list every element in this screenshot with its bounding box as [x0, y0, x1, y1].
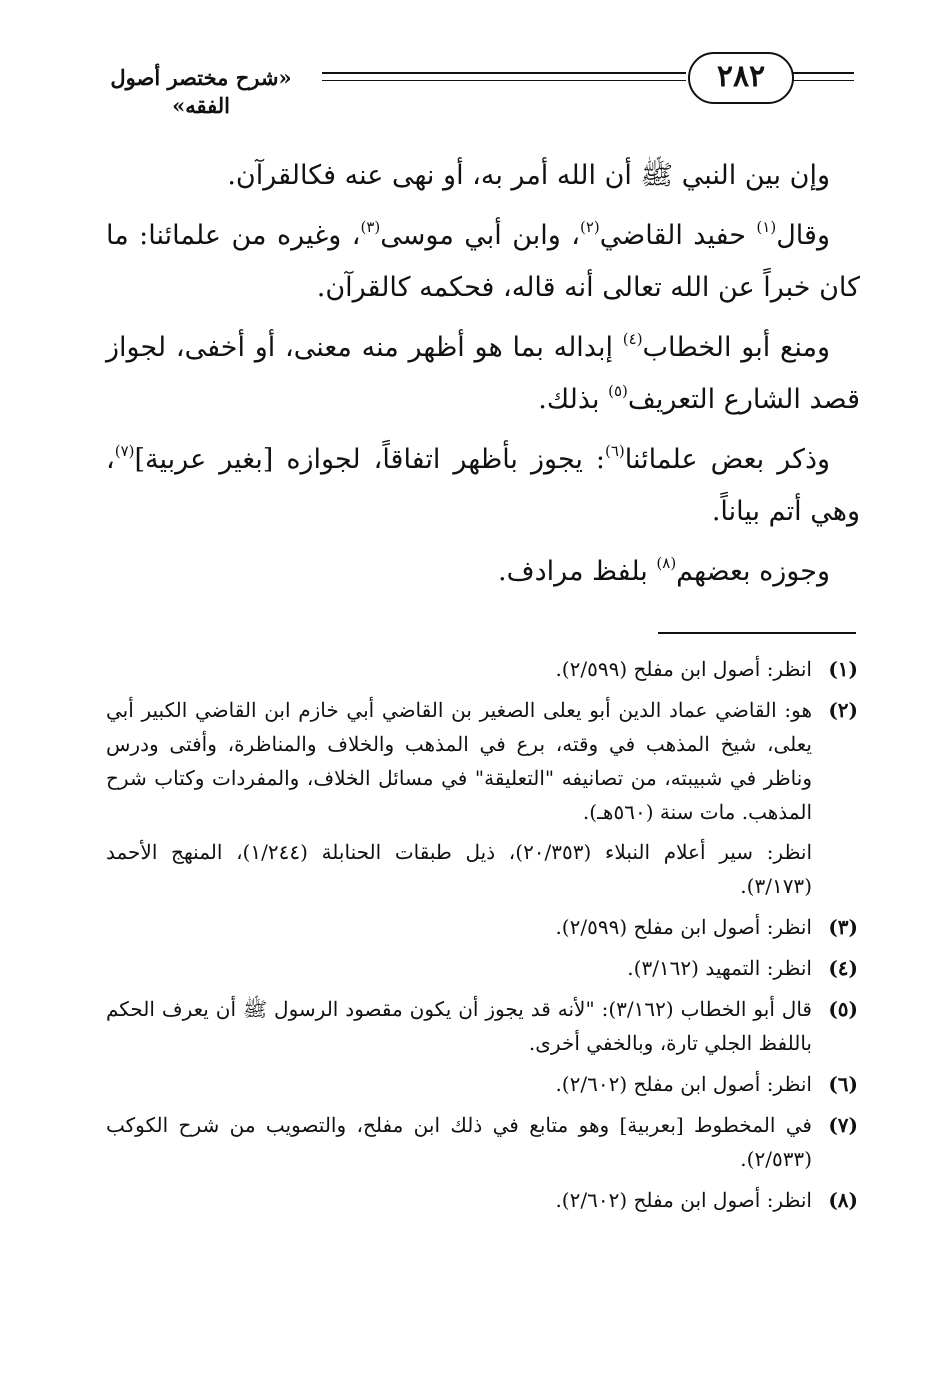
footnote-number: ( ٢ )	[812, 693, 858, 903]
footnote-5	[106, 992, 858, 1060]
footnote-8	[106, 1183, 858, 1217]
text-run: حفيد القاضي	[599, 220, 757, 251]
text-run: إبداله بما هو أظهر منه معنى، أو أخفى، لجواز قصد الشارع التعريف	[106, 332, 860, 415]
page-number: ٢٨٢	[688, 52, 794, 104]
footnote-paragraph: في المخطوط [بعربية] وهو متابع في ذلك ابن مفلح، والتصويب من شرح الكوكب (٢/٥٣٣).	[106, 1113, 812, 1171]
text-run: وقال	[776, 220, 830, 251]
footnote-text	[106, 951, 812, 985]
footnote-3	[106, 910, 858, 944]
footnote-separator	[658, 632, 856, 634]
footnote-number: ( ٨ )	[812, 1183, 858, 1217]
footnotes	[106, 652, 858, 1224]
footnote-6	[106, 1067, 858, 1101]
footnote-number: ( ١ )	[812, 652, 858, 686]
header-rule-right	[792, 72, 854, 74]
footnote-number: ( ٧ )	[812, 1108, 858, 1176]
header-rule-left-2	[322, 80, 686, 81]
main-text	[106, 150, 860, 606]
header-rule-right-2	[792, 80, 854, 81]
footnote-number: ( ٦ )	[812, 1067, 858, 1101]
header-rule-left	[322, 72, 686, 74]
text-run: بلفظ مرادف.	[498, 556, 657, 587]
footnote-number: ( ٤ )	[812, 951, 858, 985]
footnote-paragraph: انظر: أصول ابن مفلح (٢/٥٩٩).	[555, 657, 812, 681]
paragraph-5	[106, 546, 860, 598]
text-run: ومنع أبو الخطاب	[642, 332, 830, 363]
footnote-paragraph: انظر: التمهيد (٣/١٦٢).	[627, 956, 812, 980]
footnote-ref-8: ( $^٨$ )	[656, 554, 676, 572]
footnote-text	[106, 652, 812, 686]
paragraph-4	[106, 434, 860, 538]
footnote-ref-6: ( $^٦$ )	[605, 442, 625, 460]
footnote-ref-4: ( $^٤$ )	[623, 330, 643, 348]
footnote-paragraph-sources: انظر: سير أعلام النبلاء (٢٠/٣٥٣)، ذيل طبقات الحنابلة (١/٢٤٤)، المنهج الأحمد (٣/١٧٣).	[106, 840, 813, 898]
footnote-number: ( ٥ )	[812, 992, 858, 1060]
text-run: وذكر بعض علمائنا	[624, 444, 831, 475]
text-run: ، وابن أبي موسى	[380, 220, 580, 251]
footnote-ref-1: ( $^١$ )	[756, 218, 776, 236]
paragraph-2	[106, 210, 860, 314]
footnote-ref-2: ( $^٢$ )	[580, 218, 600, 236]
footnote-ref-3: ( $^٣$ )	[360, 218, 380, 236]
text-run: بذلك.	[538, 384, 609, 415]
footnote-2	[106, 693, 858, 903]
text-run: ، وغيره من علمائنا: ما كان خبراً عن الله تعالى أنه قاله، فحكمه كالقرآن.	[106, 220, 860, 303]
footnote-number: ( ٣ )	[812, 910, 858, 944]
text-run: : يجوز بأظهر اتفاقاً، لجوازه [بغير عربية]	[134, 444, 605, 475]
footnote-text	[106, 1067, 812, 1101]
footnote-7	[106, 1108, 858, 1176]
footnote-4	[106, 951, 858, 985]
footnote-paragraph: انظر: أصول ابن مفلح (٢/٥٩٩).	[555, 915, 812, 939]
footnote-paragraph: هو: القاضي عماد الدين أبو يعلى الصغير بن القاضي أبي خازم ابن القاضي الكبير أبي يعلى، شيخ المذهب في وقته، برع في المذهب والخلاف والمناظرة، وأفتى ودرس وناظر في شبيبته، من تصانيفه "التعليقة" في مسائل الخلاف، والمفردات وكتاب شرح المذهب. مات سنة (٥٦٠هـ).	[106, 698, 812, 824]
running-title: «شرح مختصر أصول الفقه»	[110, 65, 292, 118]
text-run: ، وهي أتم بياناً.	[106, 444, 860, 527]
footnote-text	[106, 1108, 812, 1176]
text-run: وجوزه بعضهم	[676, 556, 830, 587]
footnote-text	[106, 693, 812, 903]
paragraph-3	[106, 322, 860, 426]
paragraph-1	[106, 150, 860, 202]
footnote-paragraph: انظر: أصول ابن مفلح (٢/٦٠٢).	[555, 1072, 812, 1096]
footnote-ref-5: ( $^٥$ )	[608, 382, 628, 400]
footnote-text	[106, 992, 812, 1060]
footnote-paragraph: قال أبو الخطاب (٣/١٦٢): "لأنه قد يجوز أن يكون مقصود الرسول ﷺ أن يعرف الحكم باللفظ الجلي تارة، وبالخفي أخرى.	[106, 997, 812, 1055]
footnote-ref-7: ( $^٧$ )	[115, 442, 135, 460]
footnote-paragraph: انظر: أصول ابن مفلح (٢/٦٠٢).	[555, 1188, 812, 1212]
footnote-1	[106, 652, 858, 686]
footnote-text	[106, 910, 812, 944]
text-run: وإن بين النبي ﷺ أن الله أمر به، أو نهى عنه فكالقرآن.	[227, 160, 830, 191]
footnote-text	[106, 1183, 812, 1217]
